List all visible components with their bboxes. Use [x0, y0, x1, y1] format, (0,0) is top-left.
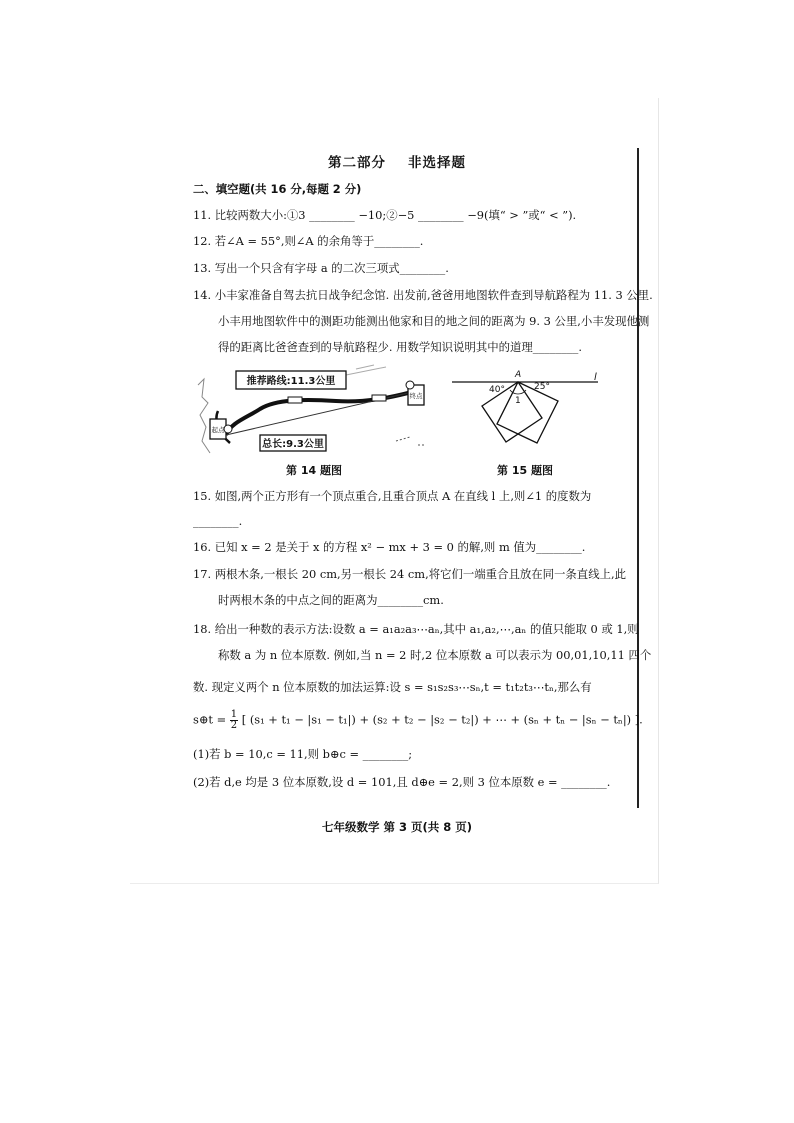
question-15-line-1: 15. 如图,两个正方形有一个顶点重合,且重合顶点 A 在直线 l 上,则∠1 的度数为	[193, 489, 592, 503]
title-part-one: 第二部分	[328, 155, 386, 171]
question-18-line-3: 数. 现定义两个 n 位本原数的加法运算:设 s = s₁s₂s₃⋯sₙ,t = t₁t₂t₃⋯tₙ,那么有	[193, 680, 592, 694]
figure-15-caption: 第 15 题图	[497, 464, 553, 477]
question-17-line-1: 17. 两根木条,一根长 20 cm,另一根长 24 cm,将它们一端重合且放在同一条直线上,此	[193, 567, 626, 581]
question-17-line-2: 时两根木条的中点之间的距离为________cm.	[218, 593, 444, 607]
distance-label: 总长:9.3公里	[262, 439, 324, 450]
margin-rule	[637, 148, 639, 808]
question-18-line-1: 18. 给出一种数的表示方法:设数 a = a₁a₂a₃⋯aₙ,其中 a₁,a₂,⋯,aₙ 的值只能取 0 或 1,则	[193, 622, 639, 636]
start-label: 起点	[211, 426, 225, 434]
question-18-formula	[193, 710, 643, 731]
angle-40-label: 40°	[489, 385, 505, 395]
question-13: 13. 写出一个只含有字母 a 的二次三项式________.	[193, 261, 449, 275]
angle-25-label: 25°	[534, 382, 550, 392]
figure-14-map	[196, 363, 432, 459]
end-pin-icon	[406, 381, 414, 389]
title-part-two: 非选择题	[408, 155, 466, 171]
figure-15-squares	[448, 363, 608, 463]
formula-rhs: [ (s₁ + t₁ − |s₁ − t₁|) + (s₂ + t₂ − |s₂ − t₂|) + ⋯ + (sₙ + tₙ − |sₙ − tₙ|) ].	[241, 712, 643, 727]
one-half-fraction: $\frac{1}{2}$	[230, 709, 238, 731]
question-18-part-1: (1)若 b = 10,c = 11,则 b⊕c = ________;	[193, 747, 413, 761]
fill-in-heading: 二、填空题(共 16 分,每题 2 分)	[193, 182, 362, 196]
question-12: 12. 若∠A = 55°,则∠A 的余角等于________.	[193, 234, 424, 248]
question-18-part-2: (2)若 d,e 均是 3 位本原数,设 d = 101,且 d⊕e = 2,则 3 位本原数 e = ________.	[193, 775, 611, 789]
line-label: l	[594, 372, 597, 383]
question-14-line-2: 小丰用地图软件中的测距功能测出他家和目的地之间的距离为 9. 3 公里,小丰发现他测	[218, 314, 650, 328]
question-14-line-1: 14. 小丰家准备自驾去抗日战争纪念馆. 出发前,爸爸用地图软件查到导航路程为 11. 3 公里.	[193, 288, 653, 302]
figure-14-caption: 第 14 题图	[286, 464, 342, 477]
angle-1-label: 1	[515, 396, 521, 406]
question-15-line-2: ________.	[193, 514, 243, 528]
formula-lhs: s⊕t =	[193, 712, 227, 727]
vertex-a-label: A	[515, 370, 522, 380]
page-footer: 七年级数学 第 3 页(共 8 页)	[321, 820, 473, 834]
end-label: 终点	[409, 392, 423, 400]
question-14-line-3: 得的距离比爸爸查到的导航路程少. 用数学知识说明其中的道理________.	[218, 340, 582, 354]
start-pin-icon	[224, 425, 232, 433]
question-18-line-2: 称数 a 为 n 位本原数. 例如,当 n = 2 时,2 位本原数 a 可以表示为 00,01,10,11 四个	[218, 648, 652, 662]
question-11: 11. 比较两数大小:①3 ________ −10;②−5 ________ −9(填“ > ”或“ < ”).	[193, 208, 577, 222]
section-title	[0, 151, 794, 171]
question-16: 16. 已知 x = 2 是关于 x 的方程 x² − mx + 3 = 0 的解,则 m 值为________.	[193, 540, 586, 554]
route-label: 推荐路线:11.3公里	[246, 376, 336, 387]
